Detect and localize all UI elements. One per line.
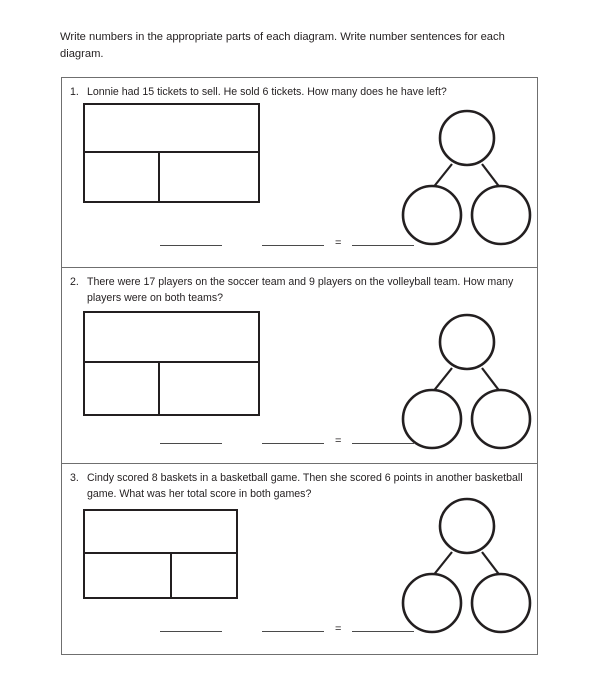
bar-model-whole-cell[interactable] — [83, 311, 260, 363]
answer-blank-2[interactable] — [262, 619, 324, 632]
number-bond-diagram[interactable] — [397, 104, 537, 249]
problem-text-row — [70, 85, 530, 101]
answer-blank-3[interactable] — [352, 619, 414, 632]
problem-text-row — [70, 275, 530, 306]
answer-blank-2[interactable] — [262, 233, 324, 246]
bar-model-part-right-cell[interactable] — [160, 153, 258, 201]
problem-statement: There were 17 players on the soccer team and 9 players on the volleyball team. How many players were on both teams? — [87, 276, 514, 304]
problem-item — [62, 268, 537, 464]
answer-sentence-row — [160, 619, 414, 635]
problem-item — [62, 464, 537, 654]
number-bond-diagram[interactable] — [397, 492, 537, 637]
bar-model-part-left-cell[interactable] — [85, 153, 160, 201]
bar-model-whole-cell[interactable] — [83, 103, 260, 153]
answer-sentence-row — [160, 431, 414, 447]
equals-sign: = — [334, 623, 342, 635]
bar-model-part-right-cell[interactable] — [172, 554, 236, 597]
bar-model-parts-row — [83, 153, 260, 203]
bar-model-part-left-cell[interactable] — [85, 363, 160, 414]
answer-blank-3[interactable] — [352, 233, 414, 246]
answer-blank-1[interactable] — [160, 233, 222, 246]
problems-container — [61, 77, 538, 655]
bar-model-part-left-cell[interactable] — [85, 554, 172, 597]
bar-model-diagram[interactable] — [83, 311, 260, 416]
worksheet-instructions: Write numbers in the appropriate parts of each diagram. Write number sentences for each diagram. — [60, 31, 505, 60]
bar-model-parts-row — [83, 363, 260, 416]
answer-blank-1[interactable] — [160, 619, 222, 632]
problem-item — [62, 78, 537, 268]
equals-sign: = — [334, 435, 342, 447]
bar-model-part-right-cell[interactable] — [160, 363, 258, 414]
problem-number: 3. — [70, 472, 79, 484]
equals-sign: = — [334, 237, 342, 249]
number-bond-diagram[interactable] — [397, 308, 537, 453]
answer-blank-2[interactable] — [262, 431, 324, 444]
answer-blank-3[interactable] — [352, 431, 414, 444]
problem-statement: Cindy scored 8 baskets in a basketball game. Then she scored 6 points in another basketball game. What was her total score in both games? — [87, 472, 523, 500]
answer-blank-1[interactable] — [160, 431, 222, 444]
problem-number: 1. — [70, 86, 79, 98]
bar-model-diagram[interactable] — [83, 509, 238, 599]
bar-model-whole-cell[interactable] — [83, 509, 238, 554]
answer-sentence-row — [160, 233, 414, 249]
bar-model-diagram[interactable] — [83, 103, 260, 203]
bar-model-parts-row — [83, 554, 238, 599]
problem-number: 2. — [70, 276, 79, 288]
problem-statement: Lonnie had 15 tickets to sell. He sold 6 tickets. How many does he have left? — [87, 86, 447, 98]
